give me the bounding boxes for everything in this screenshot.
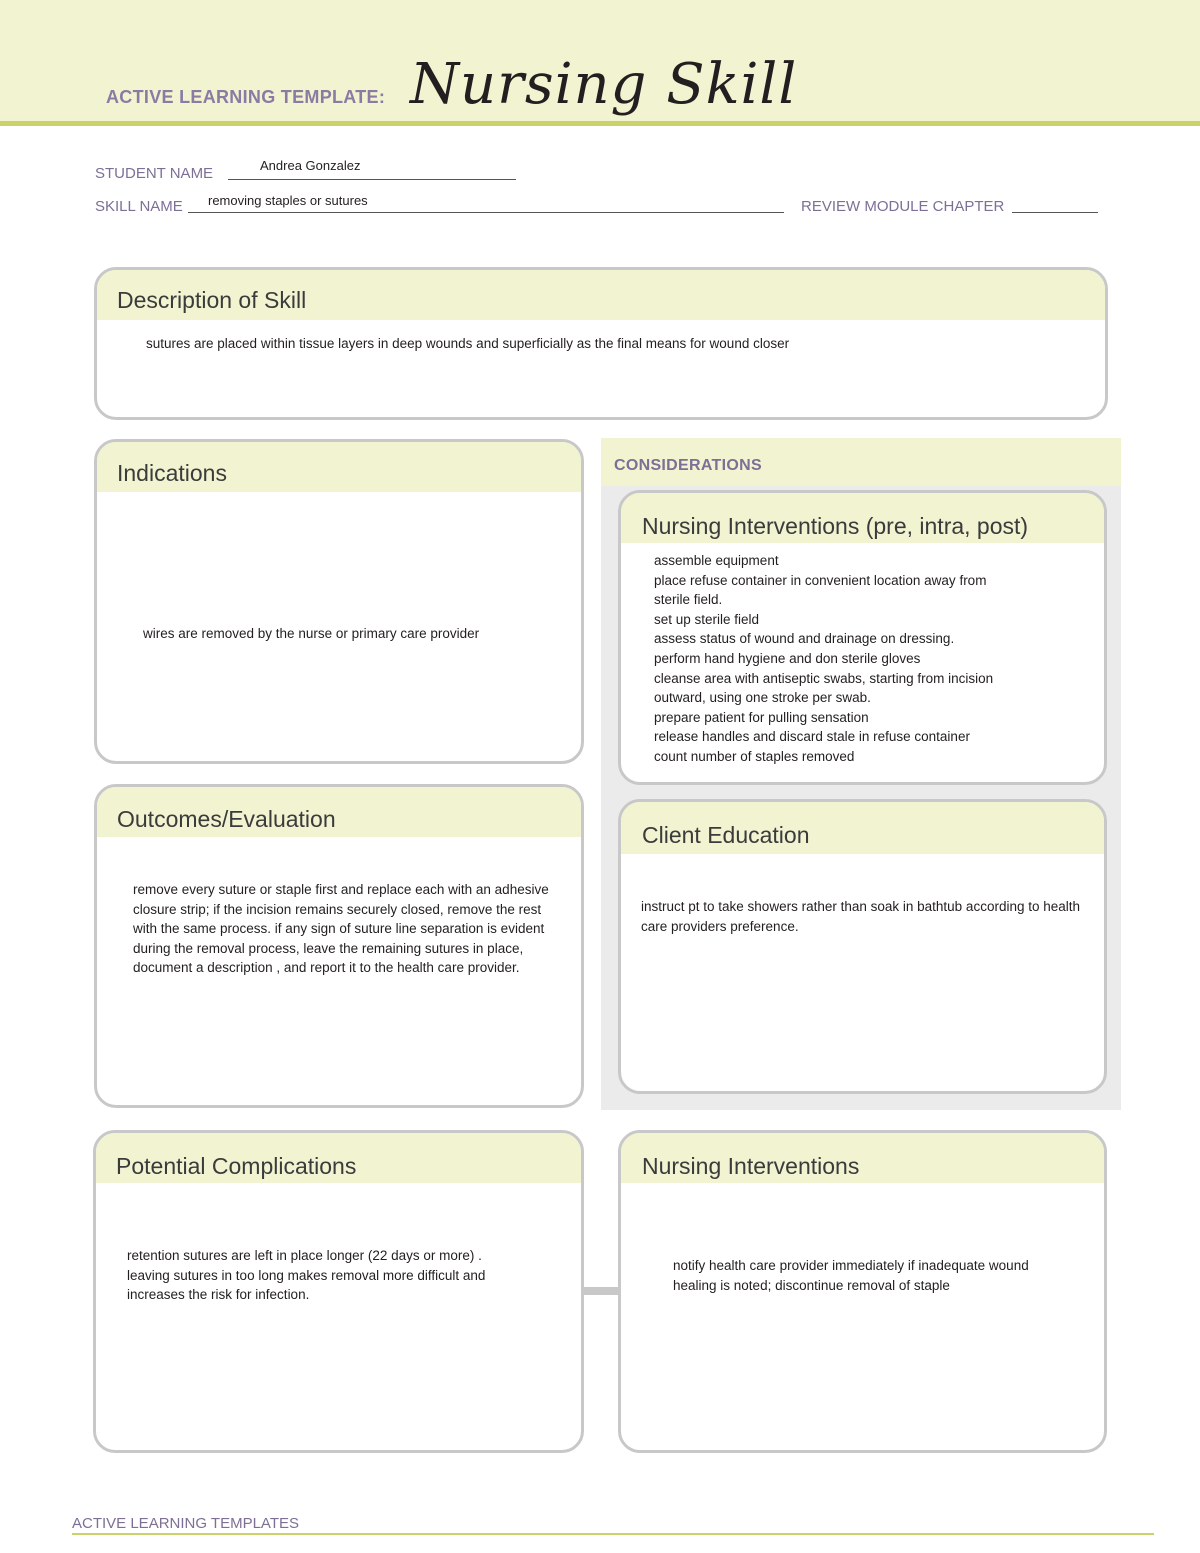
description-text[interactable]: sutures are placed within tissue layers in deep wounds and superficially as the final means for wound closer	[146, 336, 790, 351]
nursing-interventions-pre-list[interactable]	[654, 551, 1094, 767]
header-rule	[0, 121, 1200, 126]
nursing-interventions-pre-box	[618, 490, 1107, 785]
complications-box	[93, 1130, 584, 1453]
outcomes-box	[94, 784, 584, 1108]
template-label: ACTIVE LEARNING TEMPLATE:	[106, 87, 386, 107]
list-item: assemble equipment	[654, 553, 779, 568]
list-item: cleanse area with antiseptic swabs, starting from incision	[654, 670, 994, 686]
list-item: release handles and discard stale in refuse container	[654, 729, 970, 745]
considerations-title: CONSIDERATIONS	[614, 457, 762, 474]
list-item: assess status of wound and drainage on dressing.	[654, 631, 955, 647]
list-item: place refuse container in convenient location away from	[654, 572, 987, 588]
complications-text[interactable]: retention sutures are left in place longer (22 days or more) . leaving sutures in too long makes removal more difficult and increases the risk for infection.	[127, 1248, 486, 1303]
review-module-line[interactable]	[1012, 199, 1098, 213]
footer-rule	[72, 1533, 1154, 1535]
indications-box	[94, 439, 584, 764]
student-name-value[interactable]: Andrea Gonzalez	[260, 158, 361, 173]
list-item: count number of staples removed	[654, 748, 855, 764]
complications-title: Potential Complications	[116, 1153, 357, 1179]
indications-title: Indications	[117, 460, 227, 486]
nursing-interventions-title: Nursing Interventions	[642, 1153, 860, 1179]
template-title: Nursing Skill	[410, 52, 798, 117]
connector-bar	[583, 1287, 620, 1295]
footer-text: ACTIVE LEARNING TEMPLATES	[72, 1515, 299, 1532]
nursing-interventions-box	[618, 1130, 1107, 1453]
outcomes-text[interactable]: remove every suture or staple first and replace each with an adhesive closure strip; if the incision remains securely closed, remove the rest with the same process. if any sign of suture line separation is evident during the removal process, leave the remaining sutures in place, document a description , and report it to the health care provider.	[133, 882, 549, 976]
skill-name-value[interactable]: removing staples or sutures	[208, 193, 368, 208]
list-item: prepare patient for pulling sensation	[654, 709, 869, 725]
nursing-interventions-pre-title: Nursing Interventions (pre, intra, post)	[642, 513, 1029, 539]
student-name-label: STUDENT NAME	[95, 165, 214, 182]
review-module-label: REVIEW MODULE CHAPTER	[801, 198, 1005, 215]
description-box	[94, 267, 1108, 420]
list-item: sterile field.	[654, 592, 723, 608]
description-title: Description of Skill	[117, 287, 307, 313]
list-item: set up sterile field	[654, 611, 760, 627]
list-item: perform hand hygiene and don sterile gloves	[654, 650, 921, 666]
outcomes-title: Outcomes/Evaluation	[117, 806, 336, 832]
nursing-interventions-text[interactable]: notify health care provider immediately if inadequate wound healing is noted; discontinue removal of staple	[673, 1258, 1029, 1293]
client-education-box	[618, 799, 1107, 1094]
client-education-title: Client Education	[642, 822, 810, 848]
indications-text[interactable]: wires are removed by the nurse or primary care provider	[143, 626, 480, 641]
list-item: outward, using one stroke per swab.	[654, 690, 871, 706]
skill-name-label: SKILL NAME	[95, 198, 183, 215]
client-education-text[interactable]: instruct pt to take showers rather than soak in bathtub according to health care providers preference.	[641, 899, 1081, 934]
